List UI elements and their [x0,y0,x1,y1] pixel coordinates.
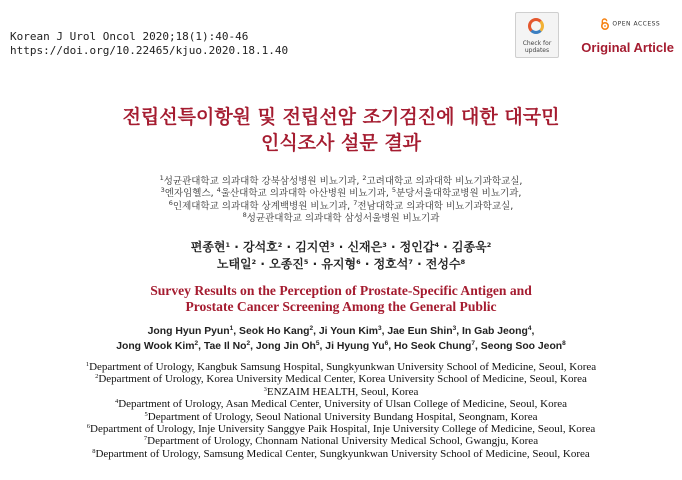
text-run: , Seok Ho Kang [233,326,310,337]
crossmark-icon [528,18,544,34]
text-run: Department of Urology, Korea University Medical Center, Korea University School of Medicine, Seoul, Korea [98,373,587,386]
affiliation-marker: 1 [225,241,231,249]
text-run: Jong Hyun Pyun [147,326,230,337]
affiliation-marker: 2 [246,340,251,347]
text-run: Department of Urology, Kangbuk Samsung Hospital, Sungkyunkwan University School of Medicine, Seoul, Korea [89,361,597,373]
affiliation-marker: 5 [144,410,148,418]
affiliation-marker: 2 [95,373,99,381]
text-run: Department of Urology, Seoul National University Bundang Hospital, Seongnam, Korea [147,410,538,423]
title-english [0,283,682,315]
text-run: · 오종진 [256,257,304,271]
affiliations-english-line [0,423,682,435]
affiliations-korean [0,176,682,225]
title-english-line-2: Prostate Cancer Screening Among the General Public [185,299,497,314]
affiliation-marker: 2 [309,325,314,332]
affiliation-marker: 3 [160,186,165,195]
affiliation-marker: 3 [377,325,382,332]
affiliation-marker: 5 [315,340,320,347]
text-run: · 유지형 [308,257,357,271]
affiliations-english-line [0,361,682,373]
affiliation-marker: 7 [408,258,413,266]
affiliations-korean-line [0,176,682,188]
affiliations-korean-line [0,198,682,213]
authors-korean-line [0,239,682,256]
affiliation-marker: 3 [382,241,387,249]
text-run: , Jae Eun Shin [381,326,453,337]
affiliation-marker: 3 [452,325,457,332]
affiliation-marker: 7 [353,198,358,207]
affiliation-marker: 8 [242,210,247,219]
affiliations-english-line [0,398,682,410]
text-run: , In Gab Jeong [456,326,528,337]
journal-line: Korean J Urol Oncol 2020;18(1):40-46 [10,30,249,43]
affiliations-english-line [0,373,682,385]
check-updates-line-2: updates [524,47,550,54]
text-run: 인제대학교 의과대학 상계백병원 비뇨기과, [172,200,354,212]
text-run: 울산대학교 의과대학 아산병원 비뇨기과, [220,188,392,200]
open-lock-icon [600,18,610,30]
text-run: · 정호석 [360,257,409,271]
affiliation-marker: 6 [384,340,389,347]
text-run: 노태일 [216,257,252,271]
text-run: 전남대학교 의과대학 비뇨기과학교실, [357,200,514,212]
text-run: Jong Wook Kim [116,341,195,352]
affiliation-marker: 4 [527,325,532,332]
doi-link[interactable]: https://doi.org/10.22465/kjuo.2020.18.1.40 [10,44,289,57]
journal-citation [10,30,288,58]
title-korean-line-2: 인식조사 설문 결과 [260,132,422,154]
text-run: · 신재은 [334,240,383,254]
affiliations-english-line [0,448,682,460]
authors-english-line [0,339,682,354]
affiliation-marker: 1 [159,174,164,182]
affiliation-marker: 8 [92,447,96,455]
text-run: 고려대학교 의과대학 비뇨기과학교실, [366,176,523,187]
affiliation-marker: 8 [460,258,466,266]
text-run: , [531,326,535,337]
text-run: Department of Urology, Chonnam National University Medical School, Gwangju, Korea [147,435,539,448]
affiliations-korean-line [0,210,682,225]
affiliation-marker: 6 [168,198,173,207]
open-access-text: OPEN ACCESS [612,20,661,28]
check-updates-line-1: Check for [522,40,552,47]
affiliations-english-line [0,411,682,423]
affiliation-marker: 1 [229,325,234,332]
text-run: 성균관대학교 의과대학 삼성서울병원 비뇨기과 [246,212,440,224]
text-run: , Tae Il No [198,341,247,352]
affiliation-marker: 1 [85,361,90,368]
affiliation-marker: 2 [362,174,367,182]
affiliation-marker: 5 [391,186,397,195]
affiliation-marker: 4 [114,398,119,406]
text-run: 분당서울대학교병원 비뇨기과, [396,188,522,200]
authors-korean-line [0,256,682,273]
text-run: , Ho Seok Chung [388,341,472,352]
affiliation-marker: 2 [277,241,283,249]
title-korean [0,104,682,156]
text-run: , Jong Jin Oh [250,341,316,352]
check-for-updates-badge[interactable] [515,12,559,58]
text-run: · 정인갑 [386,240,435,254]
text-run: 성균관대학교 의과대학 강북삼성병원 비뇨기과, [163,176,363,187]
text-run: , Ji Youn Kim [313,326,378,337]
affiliation-marker: 2 [251,258,257,266]
text-run: , Seong Soo Jeon [474,341,563,352]
authors-korean [0,239,682,273]
article-type: Original Article [581,40,674,55]
affiliation-marker: 4 [216,186,221,195]
title-english-line-1: Survey Results on the Perception of Prostate-Specific Antigen and [150,283,532,298]
authors-english [0,324,682,354]
affiliation-marker: 2 [194,340,199,347]
affiliation-marker: 7 [471,340,475,347]
text-run: · 김종욱 [439,240,487,254]
affiliation-marker: 3 [330,241,335,249]
affiliation-marker: 7 [143,435,148,443]
affiliations-english [0,361,682,460]
open-access-label [600,18,660,30]
affiliations-english-line [0,386,682,398]
affiliation-marker: 3 [263,385,267,393]
affiliations-korean-line [0,188,682,200]
affiliation-marker: 6 [356,258,361,266]
text-run: Department of Urology, Inje University Sanggye Paik Hospital, Inje University College of Medicine, Seoul, Korea [90,423,596,436]
affiliation-marker: 8 [562,340,566,347]
text-run: 엔자임헬스, [164,188,217,200]
affiliation-marker: 5 [303,258,309,266]
affiliations-english-line [0,435,682,447]
affiliation-marker: 4 [434,241,439,249]
text-run: , Ji Hyung Yu [319,341,385,352]
affiliation-marker: 2 [486,241,492,249]
affiliation-marker: 6 [86,423,91,431]
text-run: · 강석호 [230,240,278,254]
text-run: · 김지연 [282,240,330,254]
text-run: Department of Urology, Asan Medical Center, University of Ulsan College of Medicine, Seoul, Korea [118,398,568,411]
title-korean-line-1: 전립선특이항원 및 전립선암 조기검진에 대한 대국민 [122,106,560,128]
text-run: Department of Urology, Samsung Medical Center, Sungkyunkwan University School of Medicine, Seoul, Korea [95,447,590,460]
text-run: · 전성수 [412,257,461,271]
text-run: ENZAIM HEALTH, Seoul, Korea [266,385,419,398]
authors-english-line [0,324,682,339]
text-run: 편종현 [190,240,226,254]
